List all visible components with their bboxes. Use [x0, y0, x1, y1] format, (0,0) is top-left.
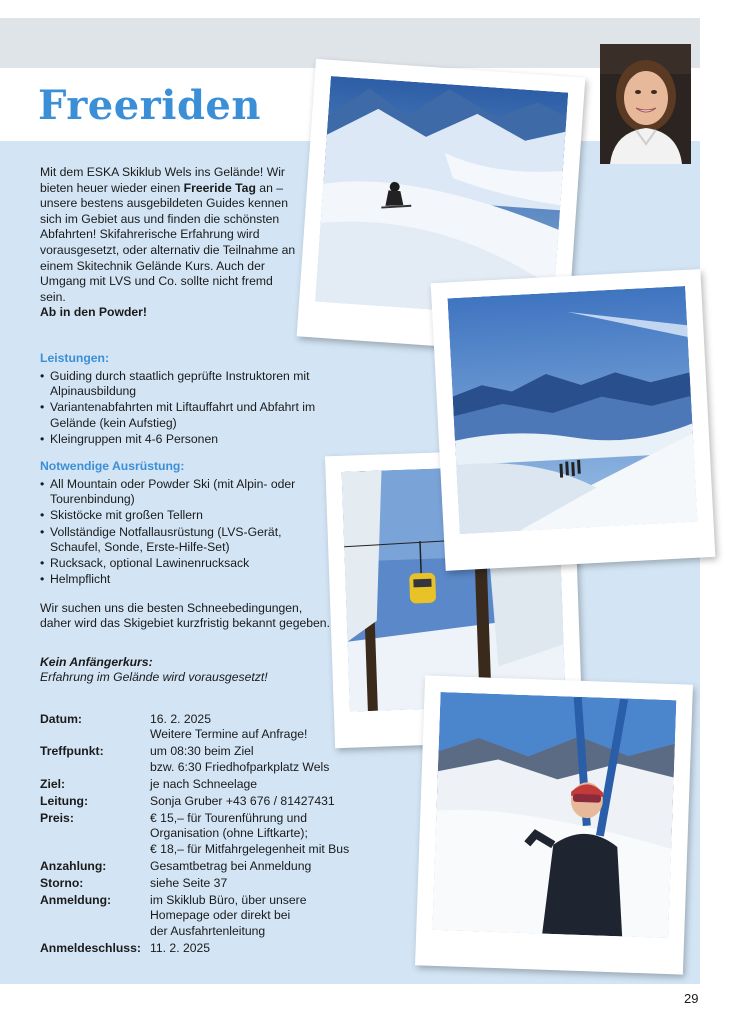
info-row-leitung — [40, 794, 349, 809]
warning-title: Kein Anfängerkurs: — [40, 655, 153, 669]
info-value: Gesamtbetrag bei Anmeldung — [150, 858, 312, 873]
ausruestung-title: Notwendige Ausrüstung: — [40, 459, 185, 473]
list-item: • Guiding durch staatlich geprüfte Instruktoren mit Alpinausbildung — [40, 369, 335, 399]
info-label: Ziel: — [40, 776, 66, 791]
leistungen-title: Leistungen: — [40, 351, 110, 365]
info-value: je nach Schneelage — [150, 776, 258, 791]
info-label: Anmeldung: — [40, 893, 112, 908]
info-row-preis — [40, 811, 349, 857]
info-value: im Skiklub Büro, über unsere Homepage oder direkt bei der Ausfahrtenleitung — [150, 893, 307, 938]
info-value: Sonja Gruber +43 676 / 81427431 — [150, 794, 335, 809]
leistungen-list — [40, 369, 335, 448]
list-item: • Kleingruppen mit 4-6 Personen — [40, 432, 335, 447]
intro-line-2: an – unsere bestens ausgebildeten Guides kennen sich im Gebiet aus und finden die schönsten Abfahrten! Skifahrerische Erfahrung wird vorausgesetzt, oder alternativ die Teilnahme an einem Skitechnik Gelände Kurs. Auch der Umgang mit LVS und Co. sollte nicht fremd sein. — [40, 180, 296, 304]
info-label: Treffpunkt: — [40, 744, 104, 759]
info-label: Datum: — [40, 712, 82, 726]
page-number: 29 — [684, 991, 699, 1006]
info-row-treffpunkt — [40, 744, 349, 774]
info-row-anzahlung — [40, 859, 349, 874]
warning-text: Erfahrung im Gelände wird vorausgesetzt! — [40, 670, 268, 684]
panorama-photo-frame — [431, 269, 716, 571]
event-info-table — [40, 712, 349, 958]
portrait-photo — [600, 44, 691, 164]
intro-bold-2: Ab in den Powder! — [40, 305, 147, 320]
ausruestung-list — [40, 477, 305, 588]
info-row-ziel — [40, 777, 349, 792]
info-row-anmeldung — [40, 893, 349, 939]
info-label: Anmeldeschluss: — [40, 940, 141, 955]
intro-line-1: Mit dem ESKA Skiklub Wels ins Gelände! Wir bieten heuer wieder einen — [40, 165, 285, 195]
list-item: • Helmpflicht — [40, 572, 305, 587]
list-item: • Skistöcke mit großen Tellern — [40, 508, 305, 523]
page-title: Freeriden — [38, 82, 261, 129]
info-label: Anzahlung: — [40, 858, 107, 873]
list-item: • Rucksack, optional Lawinenrucksack — [40, 556, 305, 571]
list-item: • Variantenabfahrten mit Liftauffahrt und Abfahrt im Gelände (kein Aufstieg) — [40, 400, 335, 430]
info-value: siehe Seite 37 — [150, 876, 228, 891]
info-value: 11. 2. 2025 — [150, 940, 211, 955]
info-label: Storno: — [40, 876, 84, 891]
info-label: Preis: — [40, 811, 74, 826]
list-item: • All Mountain oder Powder Ski (mit Alpin- oder Tourenbindung) — [40, 477, 305, 507]
ski-tour-photo — [432, 692, 676, 938]
info-value: um 08:30 beim Ziel bzw. 6:30 Friedhofparkplatz Wels — [150, 744, 330, 774]
intro-text — [40, 165, 300, 321]
info-value: 16. 2. 2025 Weitere Termine auf Anfrage! — [150, 712, 308, 742]
panorama-photo — [447, 286, 697, 534]
info-row-storno — [40, 876, 349, 891]
info-label: Leitung: — [40, 794, 89, 809]
info-row-anmeldeschluss — [40, 941, 349, 956]
list-item: • Vollständige Notfallausrüstung (LVS-Gerät, Schaufel, Sonde, Erste-Hilfe-Set) — [40, 525, 305, 555]
info-row-datum — [40, 712, 349, 742]
conditions-text: Wir suchen uns die besten Schneebedingungen, daher wird das Skigebiet kurzfristig bekannt gegeben. — [40, 601, 330, 631]
info-value: € 15,– für Tourenführung und Organisation (ohne Liftkarte); € 18,– für Mitfahrgelegenheit mit Bus — [150, 811, 350, 856]
intro-bold-1: Freeride Tag — [183, 180, 256, 195]
ski-tour-photo-frame — [415, 675, 693, 974]
